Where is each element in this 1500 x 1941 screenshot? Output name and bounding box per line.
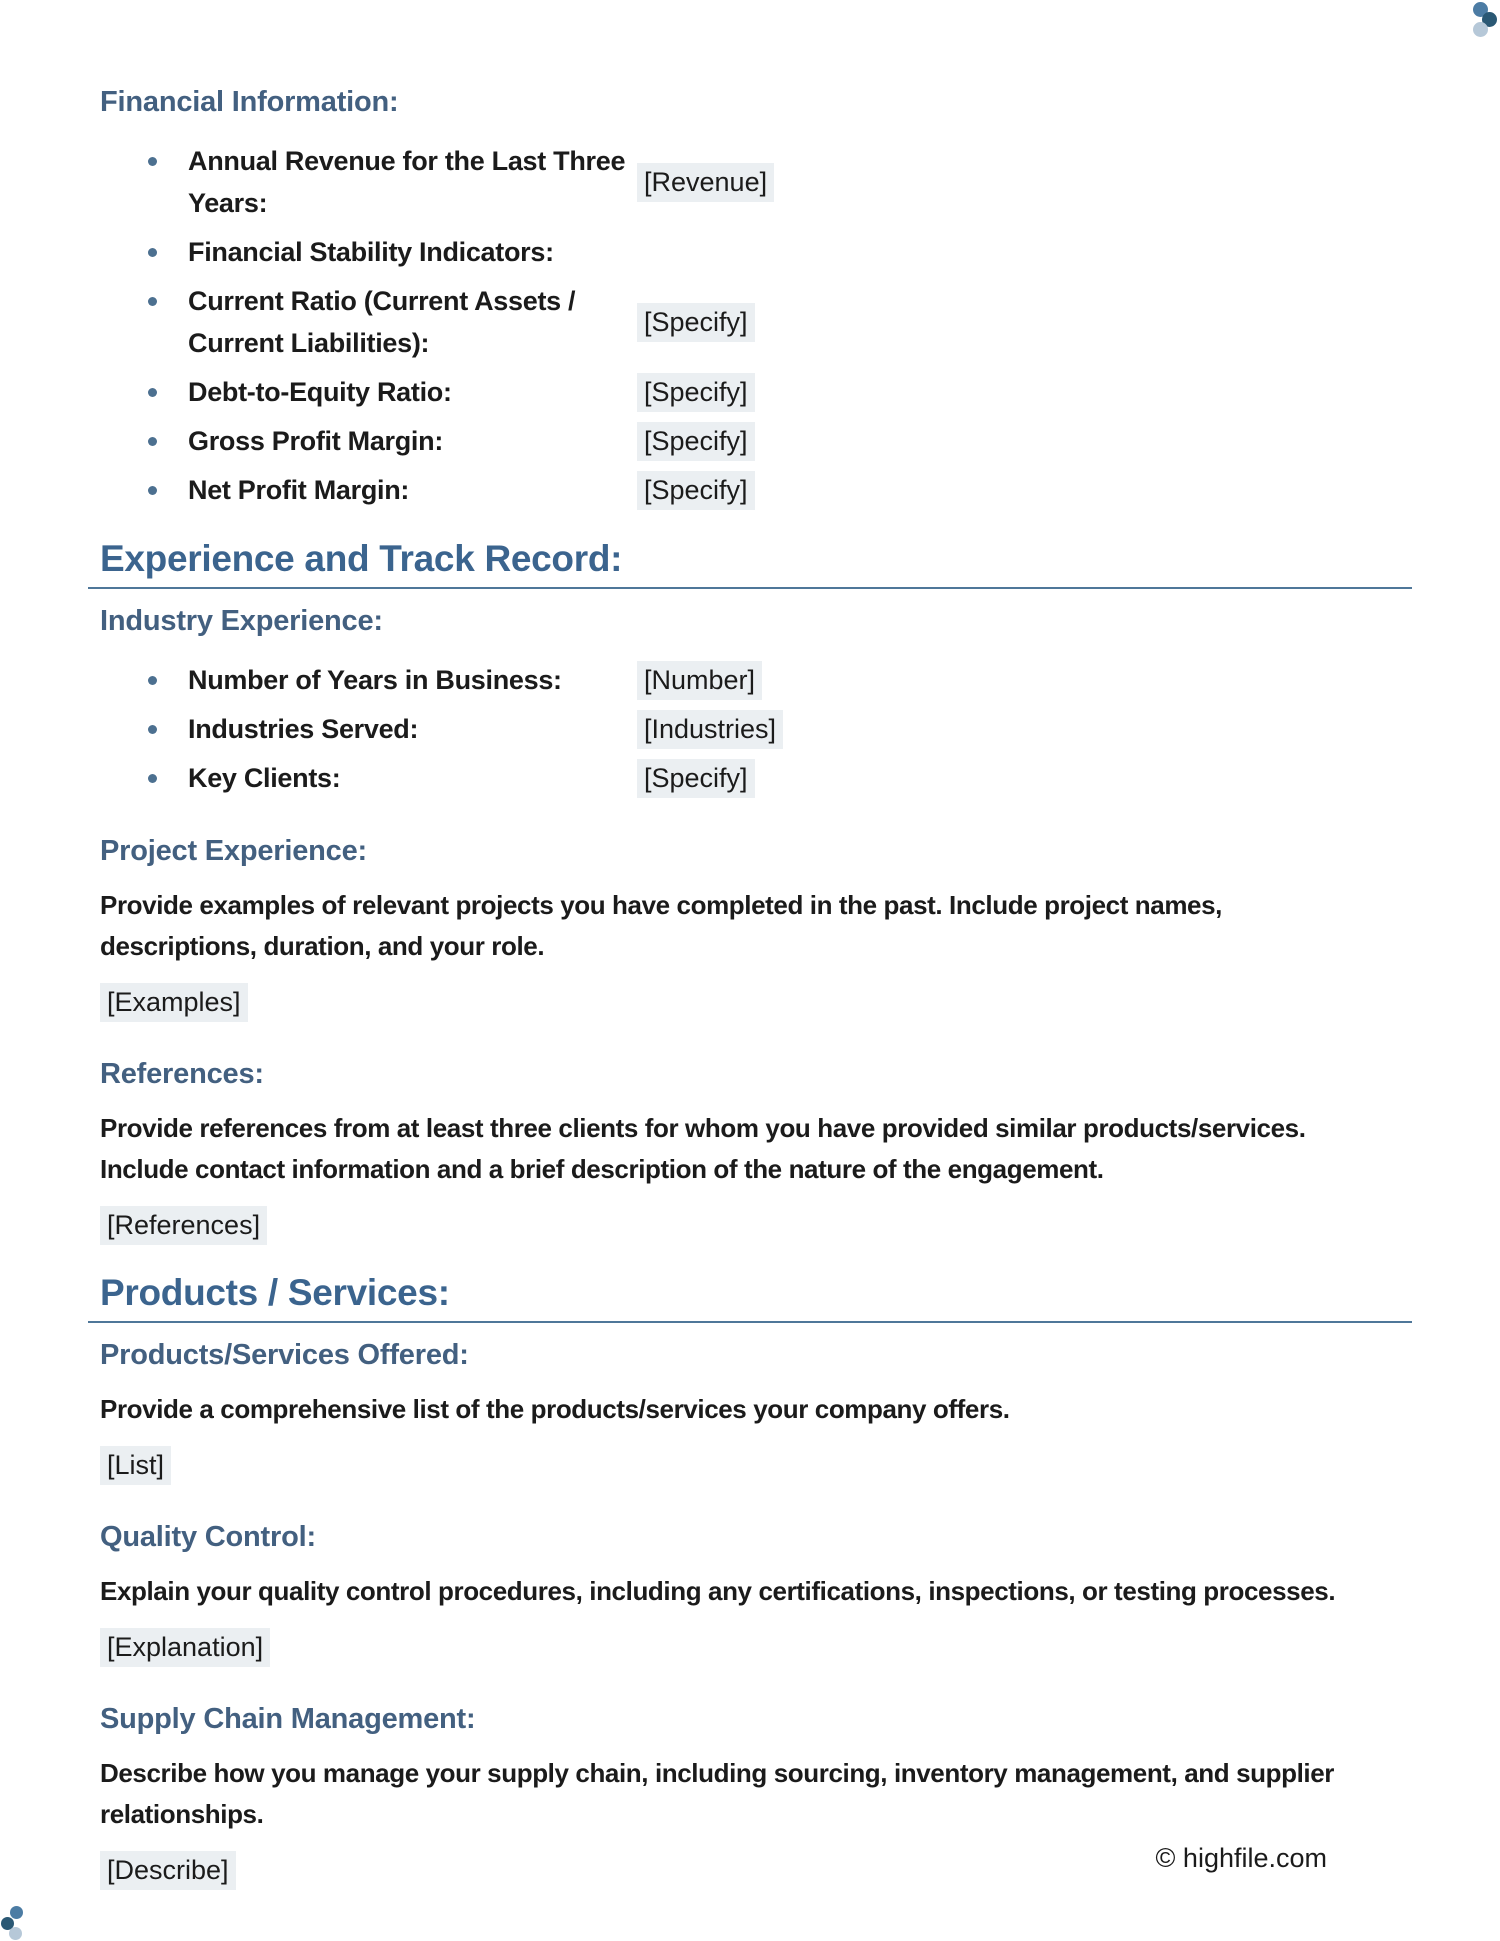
bullet-icon: [148, 297, 157, 306]
field-label: Current Ratio (Current Assets / Current Liabilities):: [188, 286, 576, 358]
field-label: Number of Years in Business:: [188, 665, 562, 695]
project-experience-heading: Project Experience:: [100, 835, 367, 867]
logo-dot: [1473, 22, 1488, 37]
list-item-gross-profit-margin: [100, 420, 1412, 462]
bullet-icon: [148, 157, 157, 166]
list-item-debt-to-equity: [100, 371, 1412, 413]
debt-to-equity-placeholder-field[interactable]: [Specify]: [637, 373, 755, 412]
list-placeholder-field[interactable]: [List]: [100, 1446, 171, 1485]
bullet-icon: [148, 774, 157, 783]
financial-bullet-list: [100, 140, 1412, 511]
products-offered-description: Provide a comprehensive list of the products/services your company offers.: [100, 1394, 1010, 1424]
bullet-icon: [148, 437, 157, 446]
logo-dot: [10, 1906, 23, 1919]
industry-experience-heading: Industry Experience:: [100, 605, 383, 637]
field-label: Annual Revenue for the Last Three Years:: [188, 146, 626, 218]
explanation-placeholder-field[interactable]: [Explanation]: [100, 1628, 270, 1667]
bullet-icon: [148, 248, 157, 257]
list-item-industries-served: [100, 708, 1412, 750]
years-in-business-placeholder-field[interactable]: [Number]: [637, 661, 762, 700]
field-label: Financial Stability Indicators:: [188, 237, 554, 267]
quality-control-description: Explain your quality control procedures, including any certifications, inspections, or testing processes.: [100, 1576, 1336, 1606]
field-label: Key Clients:: [188, 763, 341, 793]
quality-control-heading: Quality Control:: [100, 1521, 316, 1553]
list-item-current-ratio: [100, 280, 1412, 364]
references-heading: References:: [100, 1058, 264, 1090]
key-clients-placeholder-field[interactable]: [Specify]: [637, 759, 755, 798]
list-item-key-clients: [100, 757, 1412, 799]
logo-dot: [9, 1927, 22, 1940]
field-label: Industries Served:: [188, 714, 419, 744]
products-offered-heading: Products/Services Offered:: [100, 1339, 469, 1371]
bullet-icon: [148, 486, 157, 495]
highfile-logo-icon: [0, 1904, 32, 1941]
list-item-stability-indicators: [100, 231, 1412, 273]
industries-served-placeholder-field[interactable]: [Industries]: [637, 710, 783, 749]
field-label: Debt-to-Equity Ratio:: [188, 377, 452, 407]
document-content: [100, 0, 1412, 1890]
list-item-annual-revenue: [100, 140, 1412, 224]
list-item-net-profit-margin: [100, 469, 1412, 511]
bullet-icon: [148, 388, 157, 397]
footer-copyright: © highfile.com: [1155, 1843, 1327, 1873]
industry-bullet-list: [100, 659, 1412, 799]
revenue-placeholder-field[interactable]: [Revenue]: [637, 163, 774, 202]
bullet-icon: [148, 725, 157, 734]
field-label: Gross Profit Margin:: [188, 426, 444, 456]
supply-chain-description: Describe how you manage your supply chain, including sourcing, inventory management, and supplier relationships.: [100, 1758, 1334, 1829]
describe-placeholder-field[interactable]: [Describe]: [100, 1851, 236, 1890]
financial-information-heading: Financial Information:: [100, 86, 399, 118]
field-label: Net Profit Margin:: [188, 475, 410, 505]
highfile-logo-icon: [1465, 0, 1500, 40]
experience-section-heading: Experience and Track Record:: [88, 537, 1412, 589]
gross-profit-placeholder-field[interactable]: [Specify]: [637, 422, 755, 461]
current-ratio-placeholder-field[interactable]: [Specify]: [637, 303, 755, 342]
products-services-section-heading: Products / Services:: [88, 1271, 1412, 1323]
supply-chain-heading: Supply Chain Management:: [100, 1703, 476, 1735]
references-description: Provide references from at least three clients for whom you have provided similar products/services. Include contact information and a brief description of the nature of the engagement.: [100, 1113, 1306, 1184]
list-item-years-in-business: [100, 659, 1412, 701]
bullet-icon: [148, 676, 157, 685]
references-placeholder-field[interactable]: [References]: [100, 1206, 267, 1245]
examples-placeholder-field[interactable]: [Examples]: [100, 983, 248, 1022]
project-experience-description: Provide examples of relevant projects you have completed in the past. Include project names, descriptions, duration, and your role.: [100, 890, 1223, 961]
net-profit-placeholder-field[interactable]: [Specify]: [637, 471, 755, 510]
